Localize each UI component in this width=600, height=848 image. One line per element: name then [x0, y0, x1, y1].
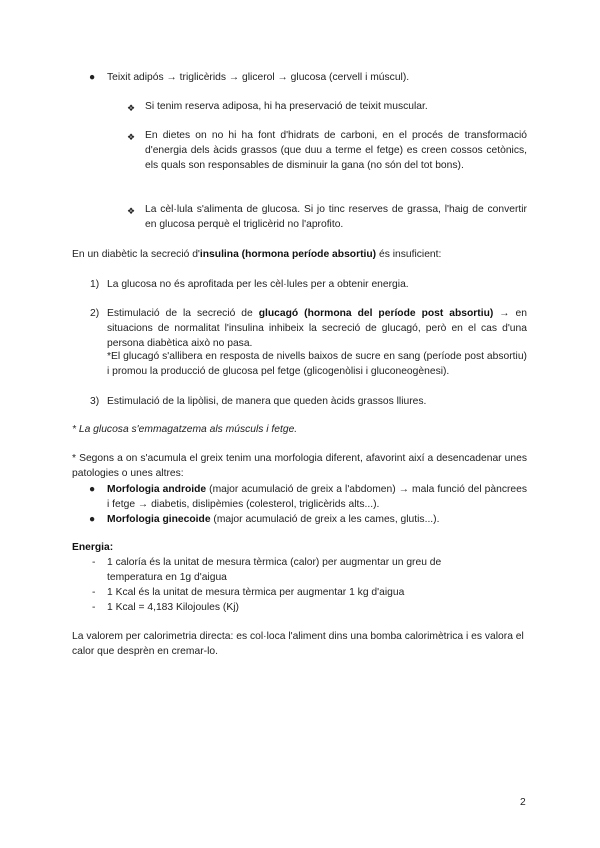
dash-marker: - [92, 602, 96, 613]
bullet-main-text: Teixit adipós → triglicèrids → glicerol → glucosa (cervell i múscul). [107, 72, 410, 83]
numbered-item-2: Estimulació de la secreció de glucagó (hormona del període post absortiu) → en situacions de normalitat l'insulina inhibeix la secreció de glucagó, però en el cas d'una persona diabètica això no pasa. [107, 308, 527, 349]
numbered-item-3: Estimulació de la lipòlisi, de manera que queden àcids grassos lliures. [107, 396, 427, 407]
numbered-item-1: La glucosa no és aprofitada per les cèl·lules per a obtenir energia. [107, 279, 409, 290]
bullet-marker: ● [89, 72, 96, 83]
glucagon-note: *El glucagó s'allibera en resposta de nivells baixos de sucre en sang (període post absortiu) i promou la producció de glucosa pel fetge (glicogenòlisi i gluconeogènesi). [107, 351, 527, 377]
glucose-storage-note: * La glucosa s'emmagatzema als músculs i fetge. [72, 424, 298, 435]
morphology-android: Morfologia androide (major acumulació de greix a l'abdomen) → mala funció del pàncrees i fetge → diabetis, dislipèmies (colesterol, triglicèrids alts...). [107, 484, 527, 510]
sub-bullet-1: Si tenim reserva adiposa, hi ha preservació de teixit muscular. [145, 101, 428, 112]
dash-marker: - [92, 587, 96, 598]
energy-heading: Energia: [72, 542, 114, 553]
dash-marker: - [92, 557, 96, 568]
list-number: 2) [90, 308, 100, 319]
list-number: 1) [90, 279, 100, 290]
diamond-bullet-icon: ❖ [127, 206, 136, 216]
calorimetry-paragraph: La valorem per calorimetria directa: es col·loca l'aliment dins una bomba calorimètrica i es valora el calor que desprèn en cremar-lo. [72, 631, 524, 657]
diamond-bullet-icon: ❖ [127, 132, 136, 142]
bullet-marker: ● [89, 484, 96, 495]
morphology-gynoid: Morfologia ginecoide (major acumulació de greix a les cames, glutis...). [107, 514, 440, 525]
sub-bullet-2: En dietes on no hi ha font d'hidrats de carboni, en el procés de transformació d'energia dels àcids grassos (que duu a terme el fetge) es creen cossos cetònics, els quals son responsables de disminuir la gana (no són del tot bons). [145, 130, 527, 171]
diamond-bullet-icon: ❖ [127, 103, 136, 113]
energy-item-2: 1 Kcal és la unitat de mesura tèrmica per augmentar 1 kg d'aigua [107, 587, 405, 598]
energy-item-1: 1 caloría és la unitat de mesura tèrmica (calor) per augmentar un greu de temperatura en 1g d'aigua [107, 557, 442, 583]
bullet-marker: ● [89, 514, 96, 525]
fat-distribution-paragraph: * Segons a on s'acumula el greix tenim una morfologia diferent, afavorint així a desencadenar unes patologies o unes altres: [72, 453, 527, 479]
list-number: 3) [90, 396, 100, 407]
sub-bullet-3: La cèl·lula s'alimenta de glucosa. Si jo tinc reserves de grassa, l'haig de convertir en glucosa perquè el triglicèrid no l'aprofito. [145, 204, 527, 230]
energy-item-3: 1 Kcal = 4,183 Kilojoules (Kj) [107, 602, 239, 613]
page-number: 2 [520, 797, 526, 808]
diabetic-paragraph: En un diabètic la secreció d'insulina (hormona període absortiu) és insuficient: [72, 249, 442, 260]
